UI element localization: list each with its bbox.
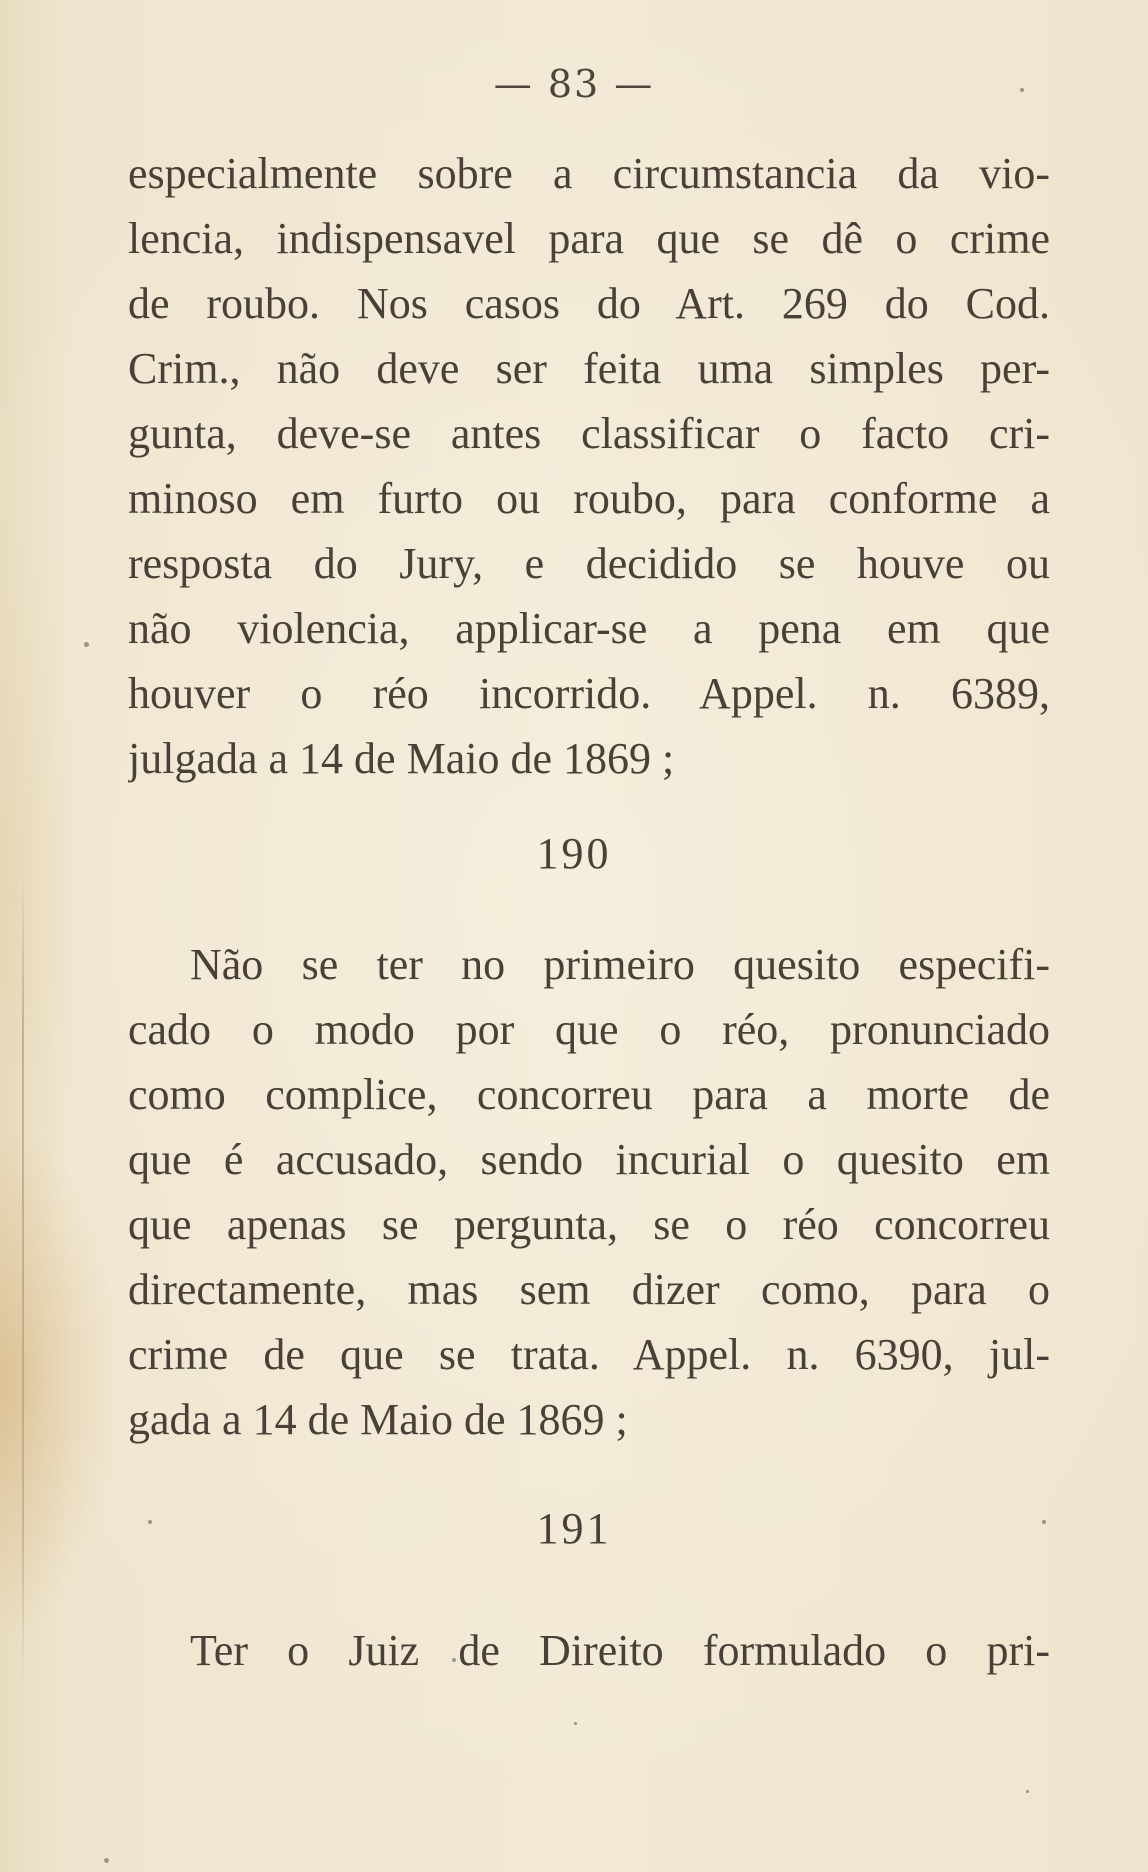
ink-speck	[104, 1858, 109, 1863]
text-line: minoso em furto ou roubo, para conforme a	[128, 474, 1050, 523]
text-line: crime de que se trata. Appel. n. 6390, jul-	[128, 1330, 1050, 1379]
text-line: Não se ter no primeiro quesito especifi-	[190, 940, 1050, 989]
paragraph-1	[128, 141, 1050, 791]
section-number-190: 190	[536, 829, 612, 878]
text-line: lencia, indispensavel para que se dê o crime	[128, 214, 1050, 263]
text-line: julgada a 14 de Maio de 1869 ;	[128, 734, 675, 783]
text-line: cado o modo por que o réo, pronunciado	[128, 1005, 1050, 1054]
text-line: houver o réo incorrido. Appel. n. 6389,	[128, 669, 1050, 718]
text-line: resposta do Jury, e decidido se houve ou	[128, 539, 1050, 588]
ink-speck	[574, 1722, 577, 1725]
text-line: de roubo. Nos casos do Art. 269 do Cod.	[128, 279, 1050, 328]
text-line: que é accusado, sendo incurial o quesito em	[128, 1135, 1050, 1184]
text-line: Ter o Juiz de Direito formulado o pri-	[190, 1626, 1050, 1675]
text-line: gunta, deve-se antes classificar o facto cri-	[128, 409, 1050, 458]
paragraph-2	[128, 932, 1050, 1452]
paragraph-3	[128, 1618, 1050, 1683]
ink-speck	[84, 642, 89, 647]
text-line: que apenas se pergunta, se o réo concorreu	[128, 1200, 1050, 1249]
text-line: Crim., não deve ser feita uma simples per-	[128, 344, 1050, 393]
page-number: — 83 —	[493, 62, 655, 106]
text-line: não violencia, applicar-se a pena em que	[128, 604, 1050, 653]
page-fold-shadow	[22, 870, 24, 1690]
text-line: directamente, mas sem dizer como, para o	[128, 1265, 1050, 1314]
text-line: gada a 14 de Maio de 1869 ;	[128, 1395, 628, 1444]
ink-speck	[1026, 1790, 1029, 1793]
section-number-191: 191	[536, 1504, 612, 1553]
text-line: como complice, concorreu para a morte de	[128, 1070, 1050, 1119]
text-line: especialmente sobre a circumstancia da vio-	[128, 149, 1050, 198]
